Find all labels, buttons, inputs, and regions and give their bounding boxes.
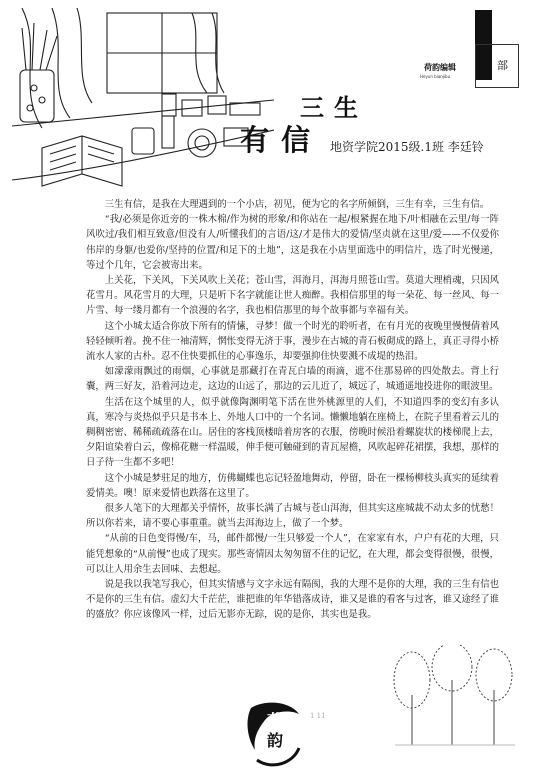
paragraph: 说是我以我笔写我心，但其实情感与文字永远有隔阂，我的大理不是你的大理，我的三生有信也不是你的三生有信。虚幻大千茫茫，谁把谁的年华错落成诗，谁又是谁的看客与过客，谁又途经了谁的盛放？你应该像风一样，过后无影亦无踪，说的是你，其实也是我。 (86, 579, 499, 621)
column-pinyin: Heyun bianjibu (420, 74, 451, 79)
paragraph: 生活在这个城里的人，似乎就像陶渊明笔下活在世外桃源里的人们，不知道四季的变幻有多认真，寒冷与炎热似乎只是书本上、外地人口中的一个名词。懒懒地躺在座椅上，在院子里看着云儿的稠稠密密、稀稀疏疏落在山。居住的客栈顶楼暗着房客的衣服，傍晚时候沿着螺旋状的楼梯爬上去，夕阳谊染着白云，像棉花糖一样温暖，伸手便可触碰到的青瓦屋檐，风吹起碎花裙摆，我想，那样的日子待一生都不多吧！ (86, 396, 499, 469)
paragraph: 很多人笔下的大理都关乎情怀，故事长满了古城与苍山洱海，但其实这座城裁不动太多的忧愁！所以你若来，请不要心事重重。就当去洱海边上，做了一个梦。 (86, 503, 499, 530)
paragraph: 如濛濛雨飘过的雨烟，心事就是那藏打在青瓦白墙的雨滴，遮不住那易碎的四处散去。背上行囊，两三好友，沿着河边走，这边的山远了，那边的云儿近了，城远了，城通遥地投进你的眼波里。 (86, 366, 499, 393)
author-byline: 地资学院2015级.1班 李廷铃 (330, 140, 484, 154)
paragraph: “我/必须是你近旁的一株木棉/作为树的形象/和你站在一起/根紧握在地下/叶相融在云里/每一阵风吹过/我们相互致意/但没有人/听懂我们的言语/这/才是伟大的爱情/坚贞就在这里/爱——不仅爱你伟岸的身躯/也爱你/坚持的位置/和足下的土地”，这是我在小店里面选中的明信片，选了时光慢递，等过个几年，它会被寄出来。 (86, 214, 499, 271)
seal-character-bottom: 韵 (267, 731, 284, 750)
title-line-1: 三生 (300, 94, 368, 122)
trees-illustration (390, 645, 520, 750)
paragraph: 三生有信，是我在大理遇到的一个小店，初见，便为它的名字所倾倒，三生有幸，三生有信。 (104, 199, 490, 210)
article-body (86, 197, 499, 623)
column-label: 部 (497, 59, 508, 72)
seal-character-top: 荷 (267, 711, 284, 730)
page-footnote: 1 11 (310, 712, 326, 720)
paragraph: 上关花，下关风，下关风吹上关花；苍山雪，洱海月，洱海月照苍山雪。莫道大理梢魂，只因风花雪月。风花雪月的大理，只是听下名字就能让世人痴醉。我相信那里的每一朵花、每一丝风、每一片雪、每一缕月都有一个浪漫的名字，我也相信那里的每个故事都与幸福有关。 (86, 275, 499, 317)
column-name: 荷韵编辑 (424, 62, 456, 72)
paragraph: 这个小城是梦驻足的地方，仿佛蝴蝶也忘记轻盈地舞动，停留，卧在一棵杨柳枝头真实的延续着爱情美。噢！原来爱情也跌落在这里了。 (86, 472, 499, 499)
desk-sketch-illustration (12, 8, 274, 190)
paragraph: 这个小城太适合你放下所有的情愫，寻梦！做一个时光的聆听者，在有月光的夜晚里慢慢倩着风轻轻倾听着。挽不住一袖清辉，惘怅变得无济于事，漫步在古城的青石板砌成的路上，真正寻得小桥流水人家的古朴。忍不住快要抓住的心事逸乐，却要强抑住快要溅不成堤的热泪。 (86, 320, 499, 363)
title-line-2: 有信 (240, 123, 323, 157)
paragraph: “从前的日色变得慢/车，马，邮件都慢/一生只够爱一个人”，在家家有水，户户有花的大理，只能凭想象的“从前慢”也成了现实。那些寄情因太匆匆留不住的记忆，在大理，都会变得很慢，很慢，可以让人用余生去回味、去想起。 (86, 533, 499, 575)
